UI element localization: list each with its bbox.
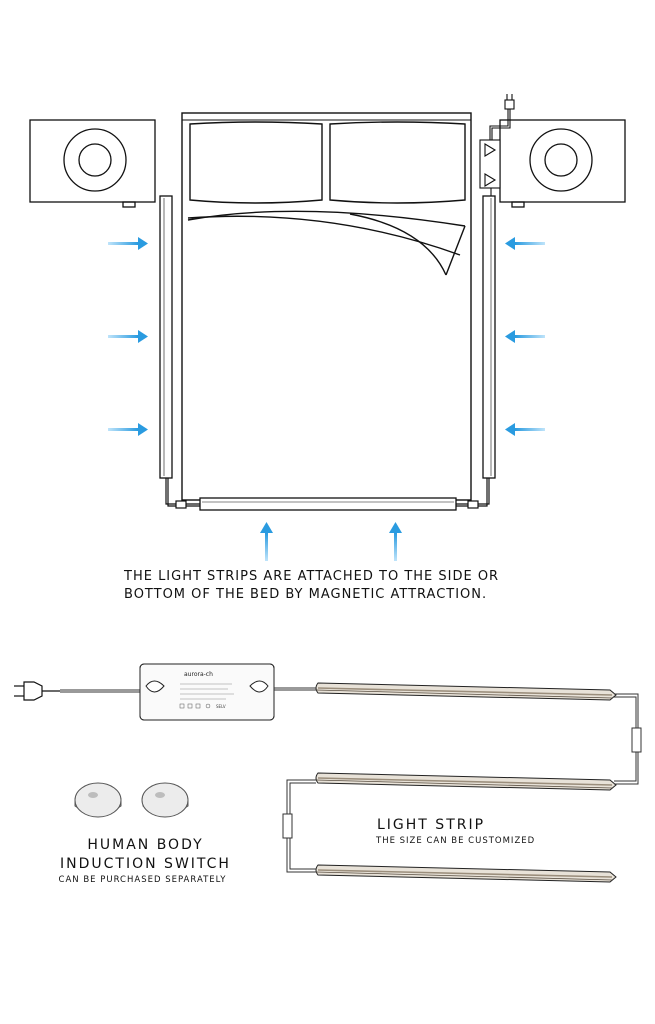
nightstand-right	[500, 120, 625, 207]
arrow-left-icon	[505, 237, 545, 250]
connector-left	[283, 780, 316, 872]
connector-right	[614, 694, 641, 784]
arrow-right-icon	[108, 423, 148, 436]
caption-main	[124, 568, 499, 604]
pillow-left	[190, 122, 322, 203]
caption-line-1: THE LIGHT STRIPS ARE ATTACHED TO THE SIDE OR	[124, 569, 500, 584]
arrows-right	[505, 237, 545, 436]
arrow-up-icon	[260, 522, 273, 561]
arrow-left-icon	[505, 423, 545, 436]
arrow-left-icon	[505, 330, 545, 343]
strip-bed-right	[483, 196, 495, 478]
light-strip-1	[316, 683, 616, 700]
sensor-note: CAN BE PURCHASED SEPARATELY	[58, 875, 227, 885]
arrows-left	[108, 237, 148, 436]
plug-small-icon	[505, 94, 514, 109]
pillow-right	[330, 122, 465, 203]
power-cable	[60, 690, 140, 692]
driver-brand: aurora-ch	[184, 671, 213, 678]
sensor-switch-2	[142, 783, 188, 817]
arrow-right-icon	[108, 330, 148, 343]
light-strip-2	[316, 773, 616, 790]
driver-small	[480, 108, 510, 196]
plug-icon	[14, 682, 60, 700]
sensor-switch-1	[75, 783, 121, 817]
strip-bed-left	[160, 196, 172, 478]
arrow-up-icon	[389, 522, 402, 561]
sensor-title-line-2: INDUCTION SWITCH	[60, 856, 231, 872]
driver-output-cable	[274, 688, 316, 690]
strip-bed-bottom	[200, 498, 456, 510]
driver-marking: SELV	[216, 704, 226, 709]
sensor-title-line-1: HUMAN BODY	[87, 837, 204, 853]
arrow-right-icon	[108, 237, 148, 250]
bed	[182, 113, 471, 500]
nightstand-left	[30, 120, 155, 207]
light-strip-3	[316, 865, 616, 882]
caption-line-2: BOTTOM OF THE BED BY MAGNETIC ATTRACTION.	[124, 587, 488, 602]
arrows-up	[260, 522, 402, 561]
strip-title: LIGHT STRIP	[377, 817, 486, 833]
strip-note: THE SIZE CAN BE CUSTOMIZED	[376, 836, 536, 846]
sensor-title	[38, 836, 253, 874]
